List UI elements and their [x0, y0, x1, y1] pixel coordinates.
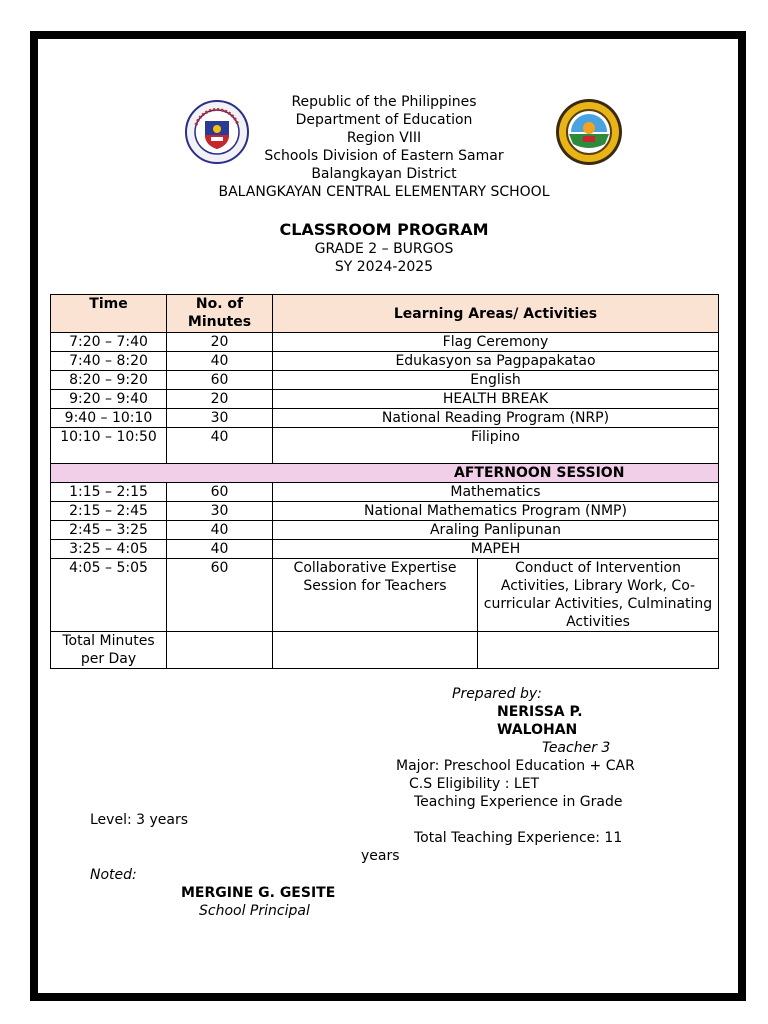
afternoon-session-label: AFTERNOON SESSION	[51, 464, 719, 483]
header-line-district: Balangkayan District	[311, 166, 457, 182]
teacher-grade-experience: Teaching Experience in Grade	[414, 794, 623, 810]
table-row	[51, 428, 719, 464]
noted-label: Noted:	[90, 867, 137, 883]
row-activity: English	[273, 371, 719, 390]
header-line-school: BALANGKAYAN CENTRAL ELEMENTARY SCHOOL	[218, 184, 550, 200]
table-row	[51, 352, 719, 371]
row-minutes: 20	[167, 333, 273, 352]
teacher-position: Teacher 3	[542, 740, 611, 756]
row-time: 2:45 – 3:25	[51, 521, 167, 540]
row-time: 2:15 – 2:45	[51, 502, 167, 521]
row-time: 9:40 – 10:10	[51, 409, 167, 428]
row-time: 4:05 – 5:05	[51, 559, 167, 632]
row-activity: HEALTH BREAK	[273, 390, 719, 409]
header-line-republic: Republic of the Philippines	[291, 94, 477, 110]
prepared-by-label: Prepared by:	[452, 686, 542, 702]
header-line-division: Schools Division of Eastern Samar	[264, 148, 504, 164]
principal-name: MERGINE G. GESITE	[181, 885, 336, 901]
afternoon-session-row	[51, 464, 719, 483]
teacher-eligibility: C.S Eligibility : LET	[409, 776, 540, 792]
row-minutes: 60	[167, 371, 273, 390]
table-row	[51, 540, 719, 559]
header-activities: Learning Areas/ Activities	[273, 295, 719, 333]
row-activity: Mathematics	[273, 483, 719, 502]
program-title-block	[180, 220, 588, 276]
total-cell-left	[273, 632, 478, 669]
row-minutes: 40	[167, 352, 273, 371]
row-activity: Filipino	[273, 428, 719, 464]
total-row	[51, 632, 719, 669]
table-row	[51, 483, 719, 502]
row-activity: National Reading Program (NRP)	[273, 409, 719, 428]
row-activity-learners: Conduct of Intervention Activities, Library Work, Co-curricular Activities, Culminating Activities	[478, 559, 719, 632]
total-cell-right	[478, 632, 719, 669]
row-time: 7:40 – 8:20	[51, 352, 167, 371]
row-activity-teachers: Collaborative Expertise Session for Teachers	[273, 559, 478, 632]
total-minutes-label: Total Minutes per Day	[51, 632, 167, 669]
header-line-department: Department of Education	[295, 112, 473, 128]
table-row	[51, 521, 719, 540]
teacher-grade-level: Level: 3 years	[90, 812, 189, 828]
table-row	[51, 333, 719, 352]
header-time: Time	[51, 295, 167, 333]
row-minutes: 30	[167, 502, 273, 521]
header-line-region: Region VIII	[346, 130, 422, 146]
program-school-year: SY 2024-2025	[334, 259, 434, 275]
row-time: 7:20 – 7:40	[51, 333, 167, 352]
row-time: 9:20 – 9:40	[51, 390, 167, 409]
principal-position: School Principal	[199, 903, 310, 919]
table-header-row	[51, 295, 719, 333]
table-row	[51, 409, 719, 428]
row-activity: Flag Ceremony	[273, 333, 719, 352]
teacher-total-experience: Total Teaching Experience: 11	[414, 830, 623, 846]
row-minutes: 60	[167, 483, 273, 502]
row-time: 1:15 – 2:15	[51, 483, 167, 502]
row-activity: Edukasyon sa Pagpapakatao	[273, 352, 719, 371]
table-row	[51, 559, 719, 632]
row-minutes: 60	[167, 559, 273, 632]
total-minutes-value	[167, 632, 273, 669]
table-row	[51, 390, 719, 409]
teacher-total-experience-years: years	[361, 848, 400, 864]
row-time: 3:25 – 4:05	[51, 540, 167, 559]
table-row	[51, 371, 719, 390]
class-program-table	[50, 294, 719, 669]
program-title: CLASSROOM PROGRAM	[279, 220, 489, 239]
row-minutes: 30	[167, 409, 273, 428]
document-header	[180, 93, 588, 201]
row-minutes: 40	[167, 521, 273, 540]
program-grade: GRADE 2 – BURGOS	[314, 241, 454, 257]
row-minutes: 40	[167, 540, 273, 559]
row-activity: MAPEH	[273, 540, 719, 559]
row-time: 10:10 – 10:50	[51, 428, 167, 464]
header-minutes: No. of Minutes	[167, 295, 273, 333]
row-activity: Araling Panlipunan	[273, 521, 719, 540]
row-minutes: 40	[167, 428, 273, 464]
row-time: 8:20 – 9:20	[51, 371, 167, 390]
teacher-major: Major: Preschool Education + CAR	[396, 758, 635, 774]
row-minutes: 20	[167, 390, 273, 409]
row-activity: National Mathematics Program (NMP)	[273, 502, 719, 521]
teacher-name-line1: NERISSA P.	[497, 704, 583, 720]
teacher-name-line2: WALOHAN	[497, 722, 578, 738]
table-row	[51, 502, 719, 521]
